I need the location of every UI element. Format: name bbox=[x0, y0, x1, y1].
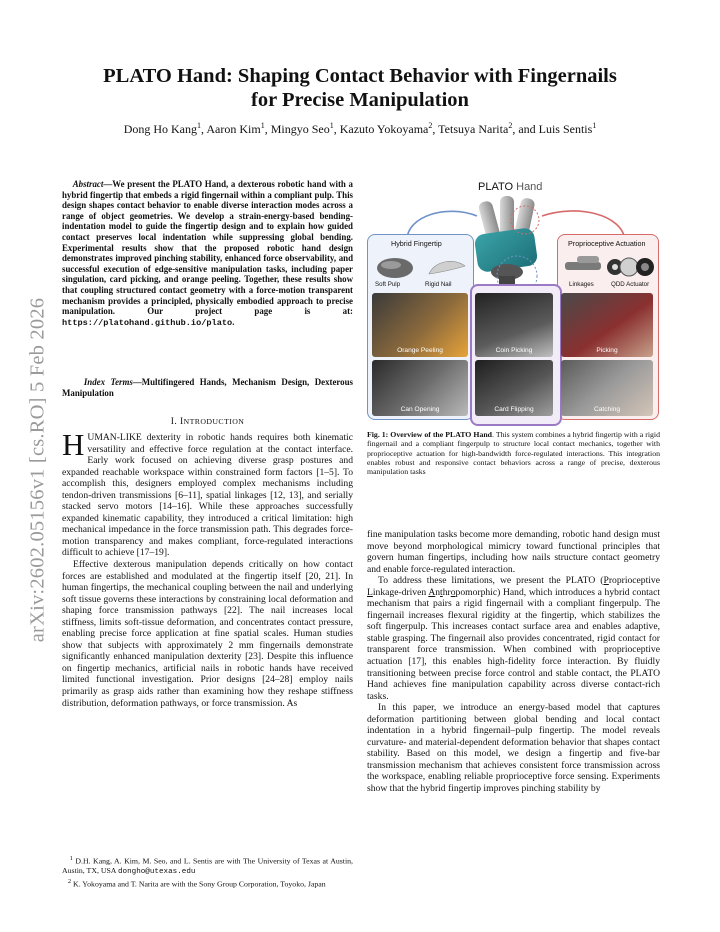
abstract-body: —We present the PLATO Hand, a dexterous robotic hand with a hybrid fingertip that embeds a rigid fingernail within a compliant pulp. This design shapes contact behavior to enable diverse interaction modes across a range of object geometries. We develop a strain-energy-based bending-indentation model to guide the fingertip design and to explain how guided contact preserves local indentation while suppressing global bending. Experimental results show that the proposed robotic hand design demonstrates improved pinching stability, enhanced force observability, and successful execution of edge-sensitive manipulation tasks, including paper singulation, card picking, and orange peeling. Together, these results show that coupling structured contact geometry with a force-motion transparent mechanism provides a principled, physically embodied approach to precise manipulation. Our project page is at: bbox=[62, 179, 353, 317]
paper-title bbox=[60, 64, 660, 112]
author: Mingyo Seo$^1$, bbox=[270, 121, 340, 136]
author: Dong Ho Kang$^1$, bbox=[123, 121, 207, 136]
title-line-2: for Precise Manipulation bbox=[251, 89, 469, 111]
section-heading: I. INTRODUCTION bbox=[170, 416, 245, 427]
author: Tetsuya Narita$^2$, and bbox=[438, 121, 539, 136]
proprioceptive-label: Proprioceptive Actuation bbox=[568, 239, 646, 248]
right-column-body bbox=[367, 529, 660, 795]
tile-orange-peeling: Orange Peeling bbox=[372, 293, 468, 357]
author-email-link[interactable]: dongho@utexas.edu bbox=[117, 867, 196, 876]
project-url-link[interactable]: https://platohand.github.io/plato bbox=[62, 317, 233, 328]
paragraph: HUMAN-LIKE dexterity in robotic hands requires both kinematic versatility and effective force regulation at the contact interface. Early work focused on achieving diverse grasp postures and expanded reachable workspace within constrained form factors [1–5]. To accomplish this, designers employed complex mechanisms including tendon-driven transmissions [6–11], spatial linkages [12, 13], and serially stacked servo motors [14–16]. While these approaches successfully expanded kinematic capability, they introduced a critical limitation: high mechanical impedance in the force transmission path. This degrades force-motion transparency and makes compliant, force-regulated interactions difficult to achieve [17–19]. bbox=[62, 427, 353, 559]
author: Luis Sentis$^1$ bbox=[538, 121, 597, 136]
paragraph: fine manipulation tasks become more demanding, robotic hand design must move beyond morphological mimicry toward functional principles that govern human fingertips, including how nails structure contact geometry and enable force-regulated interaction. bbox=[367, 529, 660, 575]
fingertip-parts-icon bbox=[373, 254, 469, 282]
paragraph: To address these limitations, we present the PLATO (Proprioceptive Linkage-driven Anthropomorphic) Hand, which introduces a hybrid contact mechanism that pairs a rigid fingernail with a compliant fingerpulp. The fingernail increases flexural rigidity at the fingertip, which stabilizes the soft fingerpulp. This increases contact surface area and enables adaptive, stable grasping. The fingernail also provides concentrated, rigid contact for transparent force transmission. When combined with proprioceptive actuation [17], this enables high-fidelity force interaction. By fluidly transitioning between precise force control and stable contact, the PLATO Hand achieves fine manipulation capability across diverse contact-rich tasks. bbox=[367, 575, 660, 702]
left-column-body bbox=[62, 427, 353, 709]
figure-1 bbox=[367, 176, 660, 424]
linkages-label: Linkages bbox=[569, 281, 594, 288]
author-list bbox=[60, 121, 660, 137]
tile-catching: Catching bbox=[561, 360, 653, 416]
author: Aaron Kim$^1$, bbox=[206, 121, 271, 136]
figure-caption-label: Fig. 1: Overview of the PLATO Hand bbox=[367, 430, 493, 439]
author: Kazuto Yokoyama$^2$, bbox=[339, 121, 439, 136]
arxiv-id: arXiv:2602.05156v1 [cs.RO] 5 Feb 2026 bbox=[26, 297, 49, 643]
figure-caption-body: . This system combines a hybrid fingertip with a rigid fingernail and a compliant fingerpulp to structure local contact mechanics, together with proprioceptive actuation for high-bandwidth force-regulated interactions. This integration enables robust and responsive contact behaviors across a range of precise, dexterous manipulation tasks bbox=[367, 430, 660, 477]
tile-coin-picking: Coin Picking bbox=[475, 293, 553, 357]
index-terms-body: —Multifingered Hands, Mechanism Design, Dexterous Manipulation bbox=[62, 377, 354, 398]
footnote-2: $^2$ K. Yokoyama and T. Narita are with the Sony Group Corporation, Toyoko, Japan bbox=[67, 878, 326, 889]
abstract-lead: Abstract bbox=[72, 179, 104, 189]
tile-card-flipping: Card Flipping bbox=[475, 360, 553, 416]
tile-picking: Picking bbox=[561, 293, 653, 357]
paragraph: In this paper, we introduce an energy-based model that captures deformation partitioning between global bending and local contact indentation in a hybrid fingernail–pulp fingertip. The model reveals curvature- and material-dependent deformation behavior that shapes contact stability. Based on this model, we design a fingertip and five-bar transmission mechanism that achieves consistent force transmission across the workspace, enabling reliable proprioceptive force sensing. Experiments show that the hybrid fingertip improves pinching stability by bbox=[367, 702, 660, 795]
figure-title: PLATO Hand bbox=[478, 181, 543, 193]
actuation-parts-icon bbox=[563, 252, 655, 282]
figure-caption bbox=[367, 430, 660, 476]
index-terms bbox=[62, 377, 353, 398]
title-line-1: PLATO Hand: Shaping Contact Behavior with Fingernails bbox=[103, 65, 617, 87]
abstract: Abstract—We present the PLATO Hand, a dexterous robotic hand with a hybrid fingertip that embeds a rigid fingernail within a compliant pulp. This design shapes contact behavior to enable diverse interaction modes across a range of object geometries. We develop a strain-energy-based bending-indentation model to guide the fingertip design and to explain how guided contact preserves local indentation while suppressing global bending. Experimental results show that the proposed robotic hand design demonstrates improved pinching stability, enhanced force observability, and successful execution of edge-sensitive manipulation tasks, including paper singulation, card picking, and orange peeling. Together, these results show that coupling structured contact geometry with a force-motion transparent mechanism provides a principled, physically embodied approach to precise manipulation. Our project page is at: https://platohand.github.io/plato. bbox=[62, 179, 353, 328]
qdd-actuator-label: QDD Actuator bbox=[611, 281, 650, 288]
footnotes bbox=[62, 854, 353, 889]
rigid-nail-label: Rigid Nail bbox=[425, 281, 452, 288]
index-terms-lead: Index Terms bbox=[83, 377, 133, 387]
soft-pulp-label: Soft Pulp bbox=[375, 281, 401, 288]
drop-cap: H bbox=[62, 427, 85, 462]
arxiv-watermark bbox=[8, 260, 68, 680]
tile-can-opening: Can Opening bbox=[372, 360, 468, 416]
footnote-1: $^1$ D.H. Kang, A. Kim, M. Seo, and L. Sentis are with The University of Texas at Austin, Austin, TX, USA dongho@utexas.edu bbox=[62, 855, 353, 876]
hybrid-fingertip-label: Hybrid Fingertip bbox=[391, 239, 442, 248]
paragraph: Effective dexterous manipulation depends critically on how contact forces are established and modulated at the fingertip itself [20, 21]. In human fingertips, the mechanical coupling between the nail and underlying soft tissue governs these interactions by constraining local deformation and shaping force transmission pathways [22]. The nail increases local stiffness, limits soft-tissue deformation, and concentrates contact pressure, enabling precise force application at fine spatial scales. Human studies show that subjects with approximately 2 mm fingernails demonstrate significantly enhanced manipulation dexterity [23]. Despite this influence on fingertip mechanics, artificial nails in robotic hands have received limited functional investigation. Prior designs [24–28] employ nails primarily as grasp aids rather than examining how they reshape stiffness distribution, deformation pathways, or force transmission. As bbox=[62, 559, 353, 709]
